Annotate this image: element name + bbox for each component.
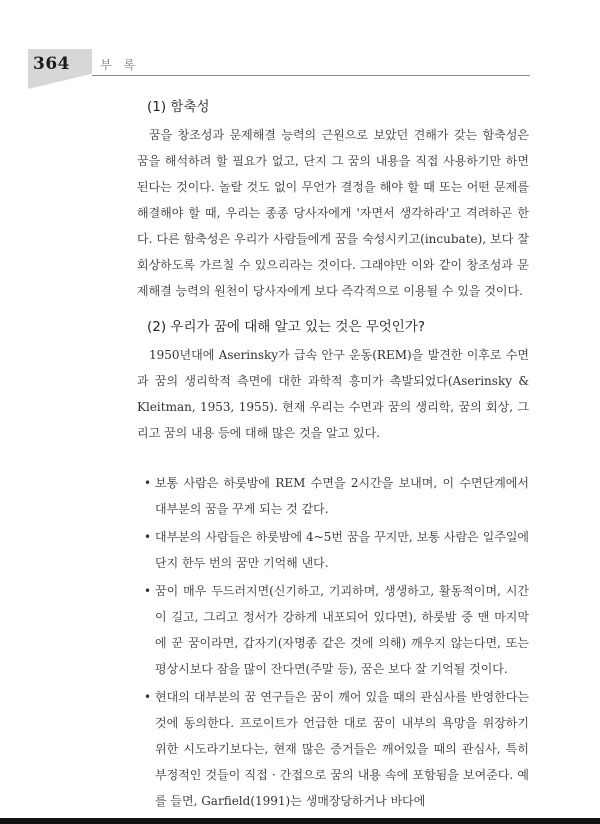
header-rule	[92, 75, 530, 76]
list-item	[137, 524, 529, 576]
bottom-border-bar	[0, 818, 600, 824]
list-item	[137, 578, 529, 682]
page-number: 364	[33, 54, 70, 74]
bullet-text: 보통 사람은 하룻밤에 REM 수면을 2시간을 보내며, 이 수면단계에서 대부분의 꿈을 꾸게 되는 것 같다.	[155, 476, 529, 516]
bullet-text: 대부분의 사람들은 하룻밤에 4~5번 꿈을 꾸지만, 보통 사람은 일주일에 단지 한두 번의 꿈만 기억해 낸다.	[155, 530, 529, 570]
bullet-marker: •	[144, 530, 152, 544]
list-item	[137, 470, 529, 522]
bullet-marker: •	[144, 584, 152, 598]
bullet-text: 현대의 대부분의 꿈 연구들은 꿈이 깨어 있을 때의 관심사를 반영한다는 것에 동의한다. 프로이트가 언급한 대로 꿈이 내부의 욕망을 위장하기 위한 시도라기보다는, 현재 많은 증거들은 깨어있을 때의 관심사, 특히 부정적인 것들이 직접 · 간접으로 꿈의 내용 속에 포함됨을 보여준다. 예를 들면, Garfield(1991)는 생매장당하거나 바다에	[155, 690, 529, 808]
page-content	[137, 96, 529, 816]
section-heading-implications: (1) 함축성	[147, 99, 210, 115]
bullet-marker: •	[144, 476, 152, 490]
bullet-list	[137, 470, 529, 814]
section-heading-what-we-know: (2) 우리가 꿈에 대해 알고 있는 것은 무엇인가?	[147, 319, 426, 335]
bullet-marker: •	[144, 690, 152, 704]
bullet-text: 꿈이 매우 두드러지면(신기하고, 기괴하며, 생생하고, 활동적이며, 시간이 길고, 그리고 정서가 강하게 내포되어 있다면), 하룻밤 중 맨 마지막에 꾼 꿈이라면, 갑자기(자명종 같은 것에 의해) 깨우지 않는다면, 또는 평상시보다 잠을 많이 잔다면(주말 등), 꿈은 보다 잘 기억될 것이다.	[155, 584, 529, 676]
section-paragraph-implications: 꿈을 창조성과 문제해결 능력의 근원으로 보았던 견해가 갖는 함축성은 꿈을 해석하려 할 필요가 없고, 단지 그 꿈의 내용을 직접 사용하기만 하면 된다는 것이다. 놀랄 것도 없이 무언가 결정을 해야 할 때 또는 어떤 문제를 해결해야 할 때, 우리는 종종 당사자에게 '자면서 생각하라'고 격려하곤 한다. 다른 함축성은 우리가 사람들에게 꿈을 숙성시키고(incubate), 보다 잘 회상하도록 가르칠 수 있으리라는 것이다. 그래야만 이와 같이 창조성과 문제해결 능력의 원천이 당사자에게 보다 즉각적으로 이용될 수 있을 것이다.	[137, 128, 529, 298]
section-paragraph-what-we-know: 1950년대에 Aserinsky가 급속 안구 운동(REM)을 발견한 이후로 수면과 꿈의 생리학적 측면에 대한 과학적 흥미가 촉발되었다(Aserinsky & Kleitman, 1953, 1955). 현재 우리는 수면과 꿈의 생리학, 꿈의 회상, 그리고 꿈의 내용 등에 대해 많은 것을 알고 있다.	[137, 348, 529, 440]
list-item	[137, 684, 529, 814]
running-head: 부 록	[100, 58, 139, 72]
